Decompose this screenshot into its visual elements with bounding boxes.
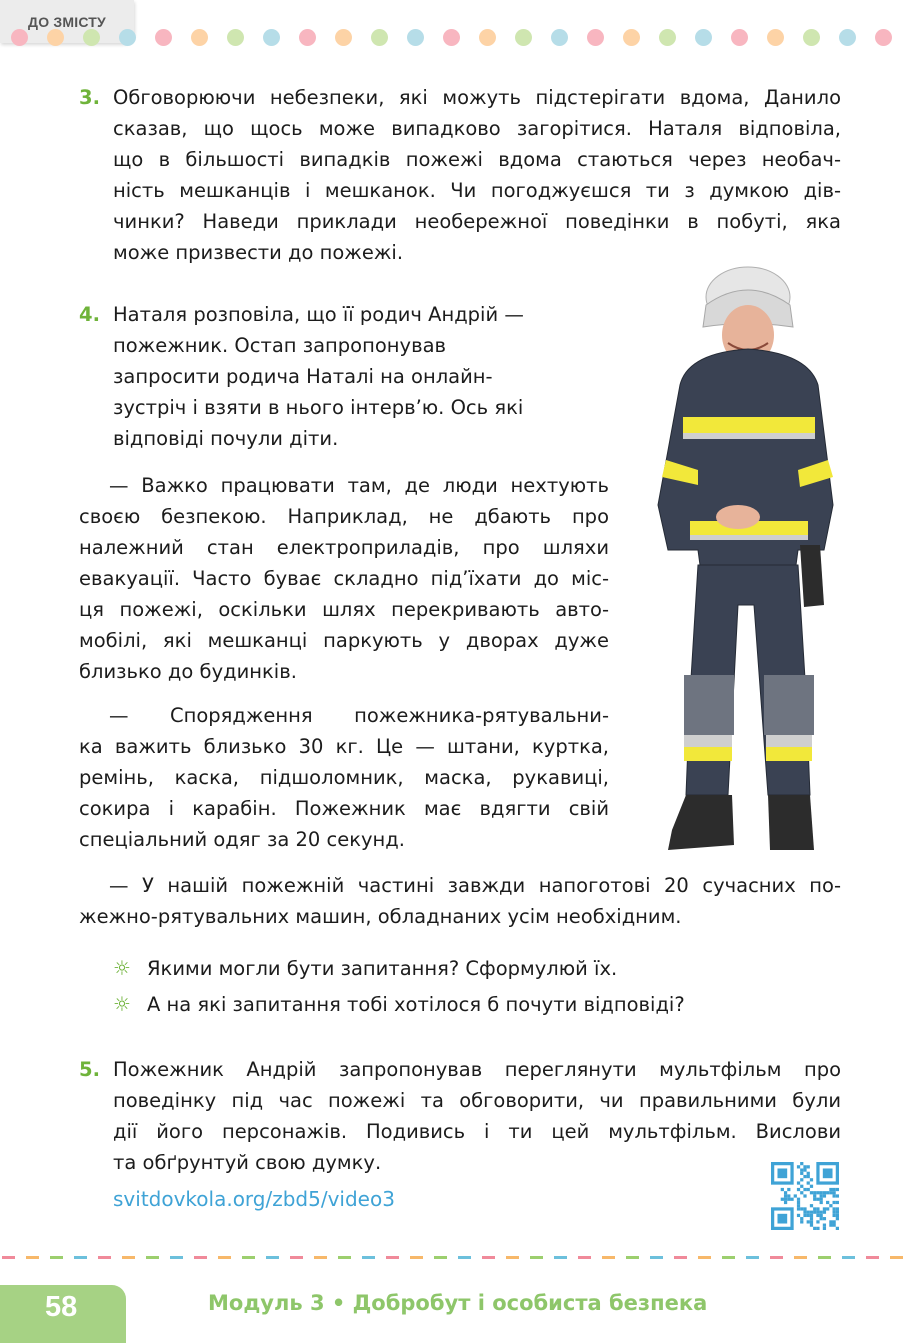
qr-module — [836, 1188, 839, 1191]
text-line: — У нашій пожежній частині завжди напоготові 20 сучасних по- — [109, 874, 841, 897]
qr-module — [836, 1227, 839, 1230]
qr-module — [787, 1194, 790, 1197]
text-line: зустріч і взяти в нього інтерв’ю. Ось які — [113, 396, 524, 419]
qr-module — [813, 1207, 816, 1210]
qr-module — [807, 1220, 810, 1223]
qr-module — [800, 1220, 803, 1223]
qr-module — [820, 1191, 823, 1194]
qr-module — [800, 1217, 803, 1220]
decorative-dash — [26, 1256, 39, 1259]
bullet-item — [113, 989, 685, 1020]
qr-module — [820, 1211, 823, 1214]
decorative-dot — [443, 29, 460, 46]
qr-module — [823, 1191, 826, 1194]
qr-module — [829, 1204, 832, 1207]
decorative-dash — [794, 1256, 807, 1259]
decorative-dot — [263, 29, 280, 46]
qr-module — [813, 1191, 816, 1194]
decorative-dash — [314, 1256, 327, 1259]
qr-module — [833, 1211, 836, 1214]
qr-module — [813, 1211, 816, 1214]
qr-module — [823, 1217, 826, 1220]
text-line: — Спорядження пожежника-рятувальни- — [109, 704, 609, 727]
decorative-dash — [410, 1256, 423, 1259]
qr-module — [829, 1224, 832, 1227]
qr-module — [823, 1224, 826, 1227]
question-number: 3. — [79, 86, 100, 109]
decorative-dot — [407, 29, 424, 46]
decorative-dash — [602, 1256, 615, 1259]
text-line: жежно-рятувальних машин, обладнаних усім необхідним. — [79, 905, 682, 928]
qr-module — [820, 1217, 823, 1220]
answer-paragraph-2 — [79, 700, 609, 855]
decorative-dot — [83, 29, 100, 46]
qr-module — [803, 1188, 806, 1191]
qr-module — [800, 1207, 803, 1210]
decorative-dot — [767, 29, 784, 46]
decorative-dash — [626, 1256, 639, 1259]
decorative-dash — [338, 1256, 351, 1259]
qr-module — [813, 1194, 816, 1197]
qr-module — [784, 1198, 787, 1201]
qr-module — [800, 1172, 803, 1175]
qr-module — [810, 1204, 813, 1207]
qr-module — [800, 1178, 803, 1181]
text-line: Наталя розповіла, що її родич Андрій — — [113, 303, 524, 326]
toc-link[interactable]: ДО ЗМІСТУ — [0, 0, 134, 43]
decorative-dash — [266, 1256, 279, 1259]
qr-module — [803, 1211, 806, 1214]
qr-module — [797, 1207, 800, 1210]
qr-module — [833, 1214, 836, 1217]
qr-module — [797, 1198, 800, 1201]
text-line: спеціальний одяг за 20 секунд. — [79, 828, 405, 851]
decorative-dot — [119, 29, 136, 46]
decorative-dash — [890, 1256, 903, 1259]
qr-module — [816, 1220, 819, 1223]
qr-module — [826, 1201, 829, 1204]
qr-module — [820, 1201, 823, 1204]
decorative-dash — [242, 1256, 255, 1259]
qr-module — [816, 1191, 819, 1194]
qr-module — [803, 1165, 806, 1168]
text-line: може призвести до пожежі. — [113, 241, 404, 264]
qr-module — [790, 1198, 793, 1201]
bullet-text: А на які запитання тобі хотілося б почути відповіді? — [147, 993, 685, 1016]
decorative-dash — [50, 1256, 63, 1259]
decorative-dash — [146, 1256, 159, 1259]
qr-module — [800, 1191, 803, 1194]
qr-module — [803, 1175, 806, 1178]
decorative-dot — [335, 29, 352, 46]
decorative-dash — [674, 1256, 687, 1259]
qr-module — [829, 1191, 832, 1194]
question-number: 5. — [79, 1058, 100, 1081]
text-line: близько до будинків. — [79, 660, 297, 683]
qr-module — [829, 1220, 832, 1223]
decorative-dash — [746, 1256, 759, 1259]
text-line: та обґрунтуй свою думку. — [113, 1151, 382, 1174]
video-link[interactable]: svitdovkola.org/zbd5/video3 — [113, 1187, 395, 1211]
qr-code[interactable] — [771, 1162, 839, 1230]
text-line: сокира і карабін. Пожежник має вдягти свій — [79, 797, 609, 820]
answer-paragraph-3 — [79, 870, 841, 932]
decorative-dot — [191, 29, 208, 46]
qr-module — [797, 1204, 800, 1207]
qr-module — [833, 1201, 836, 1204]
decorative-dash — [290, 1256, 303, 1259]
text-line: ність мешканців і мешканок. Чи погоджуєшся ти з думкою дів- — [113, 179, 841, 202]
qr-module — [784, 1191, 787, 1194]
qr-module — [833, 1188, 836, 1191]
qr-module — [803, 1207, 806, 1210]
decorative-dot — [551, 29, 568, 46]
text-line: поведінку під час пожежі та обговорити, чи правильними були — [113, 1089, 841, 1112]
decorative-dot — [803, 29, 820, 46]
qr-module — [794, 1194, 797, 1197]
question-text — [113, 82, 841, 268]
text-line: відповіді почули діти. — [113, 427, 339, 450]
decorative-dash — [554, 1256, 567, 1259]
qr-module — [823, 1207, 826, 1210]
qr-module — [810, 1185, 813, 1188]
qr-module — [833, 1224, 836, 1227]
qr-module — [784, 1194, 787, 1197]
text-line: Пожежник Андрій запропонував переглянути мультфільм про — [113, 1058, 841, 1081]
qr-module — [816, 1214, 819, 1217]
decorative-dash — [386, 1256, 399, 1259]
qr-module — [826, 1207, 829, 1210]
decorative-dot — [875, 29, 892, 46]
qr-module — [800, 1162, 803, 1165]
qr-module — [816, 1211, 819, 1214]
decorative-dash — [530, 1256, 543, 1259]
decorative-dash — [482, 1256, 495, 1259]
decorative-dash — [506, 1256, 519, 1259]
qr-module — [820, 1214, 823, 1217]
qr-module — [807, 1165, 810, 1168]
answer-paragraph-1 — [79, 470, 609, 687]
qr-module — [836, 1194, 839, 1197]
text-line: пожежник. Остап запропонував — [113, 334, 447, 357]
decorative-dash — [362, 1256, 375, 1259]
decorative-dash — [122, 1256, 135, 1259]
qr-module — [807, 1172, 810, 1175]
decorative-dash — [842, 1256, 855, 1259]
qr-module — [816, 1198, 819, 1201]
sun-icon: ☼ — [113, 956, 131, 980]
qr-module — [807, 1211, 810, 1214]
text-line: запросити родича Наталі на онлайн- — [113, 365, 493, 388]
qr-module — [823, 1194, 826, 1197]
qr-module — [816, 1207, 819, 1210]
qr-module — [797, 1165, 800, 1168]
qr-module — [810, 1220, 813, 1223]
qr-module — [820, 1198, 823, 1201]
qr-module — [807, 1214, 810, 1217]
qr-module — [800, 1168, 803, 1171]
text-line: що в більшості випадків пожежі вдома стаються через необач- — [113, 148, 841, 171]
qr-module — [807, 1181, 810, 1184]
qr-module — [797, 1188, 800, 1191]
question-text — [113, 299, 583, 454]
qr-module — [810, 1178, 813, 1181]
qr-module — [797, 1214, 800, 1217]
qr-module — [836, 1211, 839, 1214]
decorative-dash — [74, 1256, 87, 1259]
decorative-dash — [194, 1256, 207, 1259]
bullet-text: Якими могли бути запитання? Сформулюй їх. — [147, 957, 618, 980]
qr-module — [807, 1188, 810, 1191]
decorative-dot — [47, 29, 64, 46]
sun-icon: ☼ — [113, 992, 131, 1016]
decorative-dash — [722, 1256, 735, 1259]
decorative-dot — [227, 29, 244, 46]
qr-module — [800, 1185, 803, 1188]
qr-module — [784, 1201, 787, 1204]
decorative-dash — [434, 1256, 447, 1259]
decorative-dot — [371, 29, 388, 46]
text-line: ремінь, каска, підшоломник, маска, рукавиці, — [79, 766, 609, 789]
decorative-dot — [11, 29, 28, 46]
qr-module — [807, 1175, 810, 1178]
qr-module — [823, 1168, 833, 1178]
qr-module — [833, 1207, 836, 1210]
qr-module — [781, 1188, 784, 1191]
qr-module — [810, 1191, 813, 1194]
text-line: евакуації. Часто буває складно під’їхати до міс- — [79, 567, 609, 590]
qr-module — [816, 1227, 819, 1230]
decorative-dash — [866, 1256, 879, 1259]
question-text — [113, 1054, 841, 1178]
qr-module — [777, 1168, 787, 1178]
decorative-dash — [770, 1256, 783, 1259]
qr-module — [803, 1194, 806, 1197]
text-line: ка важить близько 30 кг. Це — штани, куртка, — [79, 735, 609, 758]
decorative-dot — [695, 29, 712, 46]
decorative-dash — [818, 1256, 831, 1259]
qr-module — [833, 1220, 836, 1223]
qr-module — [777, 1214, 787, 1224]
decorative-dash — [458, 1256, 471, 1259]
decorative-dashes-row — [0, 1256, 918, 1260]
qr-module — [787, 1198, 790, 1201]
qr-module — [820, 1194, 823, 1197]
decorative-dot — [155, 29, 172, 46]
text-line: ця пожежі, оскільки шлях перекривають авто- — [79, 598, 609, 621]
decorative-dash — [2, 1256, 15, 1259]
decorative-dot — [623, 29, 640, 46]
qr-module — [803, 1214, 806, 1217]
text-line: дії його персонажів. Подивись і ти цей мультфільм. Вислови — [113, 1120, 841, 1143]
qr-module — [833, 1194, 836, 1197]
qr-module — [797, 1181, 800, 1184]
text-line: мобілі, які мешканці паркують у дворах дуже — [79, 629, 609, 652]
qr-module — [803, 1168, 806, 1171]
decorative-dot — [659, 29, 676, 46]
text-line: Обговорюючи небезпеки, які можуть підстерігати вдома, Данило — [113, 86, 841, 109]
decorative-dot — [587, 29, 604, 46]
decorative-dot — [515, 29, 532, 46]
decorative-dash — [98, 1256, 111, 1259]
qr-module — [829, 1188, 832, 1191]
qr-module — [810, 1217, 813, 1220]
qr-module — [810, 1224, 813, 1227]
firefighter-photo — [628, 265, 850, 855]
decorative-dash — [578, 1256, 591, 1259]
decorative-dot — [731, 29, 748, 46]
bullet-item — [113, 953, 617, 984]
text-line: належний стан електроприладів, про шляхи — [79, 536, 609, 559]
page-number: 58 — [0, 1285, 126, 1343]
decorative-dash — [218, 1256, 231, 1259]
decorative-dot — [479, 29, 496, 46]
decorative-dash — [698, 1256, 711, 1259]
qr-module — [813, 1227, 816, 1230]
text-line: сказав, що щось може випадково загорітися. Наталя відповіла, — [113, 117, 841, 140]
qr-module — [810, 1211, 813, 1214]
qr-module — [836, 1214, 839, 1217]
decorative-dash — [170, 1256, 183, 1259]
qr-module — [810, 1214, 813, 1217]
qr-module — [823, 1211, 826, 1214]
qr-module — [836, 1201, 839, 1204]
qr-module — [823, 1227, 826, 1230]
decorative-dot — [839, 29, 856, 46]
module-title: Модуль 3 • Добробут і особиста безпека — [208, 1291, 708, 1315]
qr-module — [813, 1198, 816, 1201]
text-line: чинки? Наведи приклади необережної поведінки в побуті, яка — [113, 210, 841, 233]
qr-module — [826, 1191, 829, 1194]
question-number: 4. — [79, 303, 100, 326]
text-line: своєю безпекою. Наприклад, не дбають про — [79, 505, 609, 528]
qr-module — [797, 1201, 800, 1204]
qr-module — [833, 1191, 836, 1194]
qr-module — [787, 1188, 790, 1191]
qr-module — [781, 1198, 784, 1201]
qr-module — [836, 1207, 839, 1210]
qr-module — [836, 1217, 839, 1220]
decorative-dash — [650, 1256, 663, 1259]
text-line: — Важко працювати там, де люди нехтують — [109, 474, 609, 497]
decorative-dot — [299, 29, 316, 46]
decorative-dots-row — [0, 29, 918, 49]
